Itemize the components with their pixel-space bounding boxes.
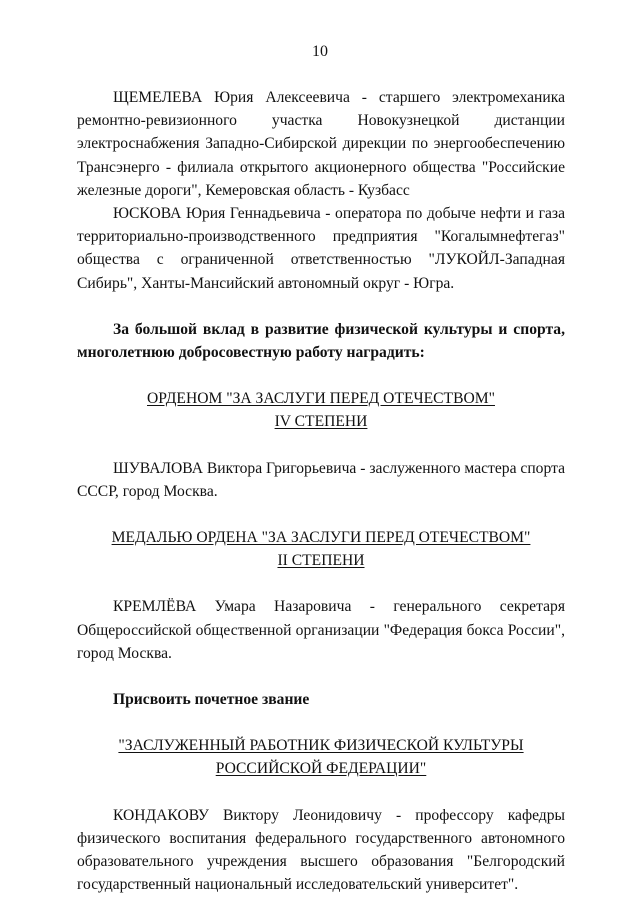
award-recipient-yuskov: ЮСКОВА Юрия Геннадьевича - оператора по добыче нефти и газа территориально-производственного предприятия "Когалымнефтегаз" общества с ограниченной ответственностью "ЛУКОЙЛ-Западная Сибирь", Ханты-Мансийский автономный округ - Югра. <box>77 205 565 292</box>
title-heading-line1: "ЗАСЛУЖЕННЫЙ РАБОТНИК ФИЗИЧЕСКОЙ КУЛЬТУРЫ <box>118 737 524 755</box>
order-heading-line1: ОРДЕНОМ "ЗА ЗАСЛУГИ ПЕРЕД ОТЕЧЕСТВОМ" <box>147 390 495 408</box>
medal-heading-line2: II СТЕПЕНИ <box>277 552 365 570</box>
title-recipient: КОНДАКОВУ Виктору Леонидовичу - профессору кафедры физического воспитания федерального государственного автономного образовательного учреждения высшего образования "Белгородский государственный национальный исследовательский университет". <box>77 806 565 894</box>
page-number: 10 <box>312 43 328 60</box>
spacer <box>77 711 565 734</box>
spacer <box>77 572 565 595</box>
spacer <box>77 665 565 688</box>
spacer <box>77 364 565 387</box>
spacer <box>77 434 565 457</box>
spacer <box>77 781 565 804</box>
order-recipient: ШУВАЛОВА Виктора Григорьевича - заслуженного мастера спорта СССР, город Москва. <box>77 459 565 500</box>
title-heading-line2: РОССИЙСКОЙ ФЕДЕРАЦИИ" <box>215 760 427 778</box>
spacer <box>77 295 565 318</box>
medal-heading-line1: МЕДАЛЬЮ ОРДЕНА "ЗА ЗАСЛУГИ ПЕРЕД ОТЕЧЕСТВОМ" <box>111 529 531 547</box>
order-heading <box>77 387 565 433</box>
spacer <box>77 503 565 526</box>
title-heading <box>77 734 565 780</box>
award-recipient-shchemelev: ЩЕМЕЛЕВА Юрия Алексеевича - старшего электромеханика ремонтно-ревизионного участка Новокузнецкой дистанции электроснабжения Западно-Сибирской дирекции по энергообеспечению Трансэнерго - филиала открытого акционерного общества "Российские железные дороги", Кемеровская область - Кузбасс <box>77 89 565 199</box>
medal-recipient: КРЕМЛЁВА Умара Назаровича - генерального секретаря Общероссийской общественной организации "Федерация бокса России", город Москва. <box>77 598 565 662</box>
medal-heading <box>77 526 565 572</box>
order-heading-line2: IV СТЕПЕНИ <box>274 413 368 431</box>
title-intro: Присвоить почетное звание <box>113 691 310 709</box>
section-intro: За большой вклад в развитие физической культуры и спорта, многолетнюю добросовестную работу наградить: <box>77 320 565 362</box>
document-body <box>77 86 565 896</box>
